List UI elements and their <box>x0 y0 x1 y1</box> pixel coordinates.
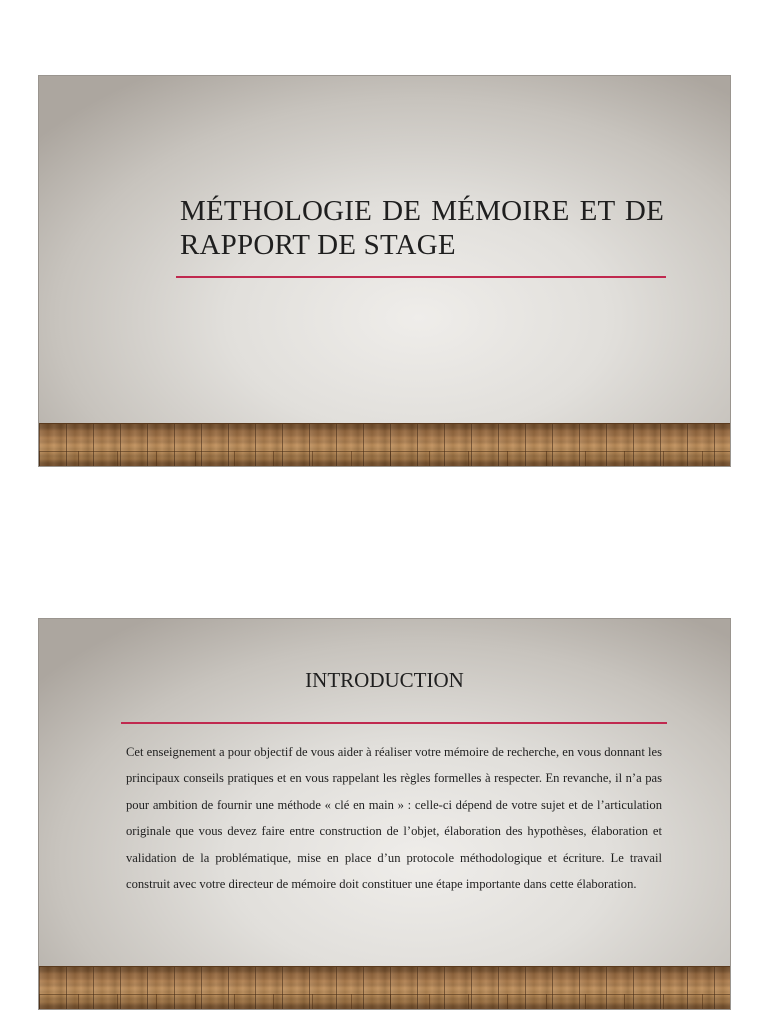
slide-body-text: Cet enseignement a pour objectif de vous aider à réaliser votre mémoire de recherche, en vous donnant les principaux conseils pratiques et en vous rappelant les règles formelles à respecter. En revanche, il n’a pas pour ambition de fournir une méthode « clé en main » : celle-ci dépend de votre sujet et de l’articulation originale que vous devez faire entre construction de l’objet, élaboration des hypothèses, élaboration et validation de la problématique, mise en place d’un protocole méthodologique et écriture. Le travail construit avec votre directeur de mémoire doit constituer une étape importante dans cette élaboration. <box>126 745 662 892</box>
introduction-slide <box>38 618 731 1010</box>
slide-title: MÉTHOLOGIE DE MÉMOIRE ET DE RAPPORT DE STAGE <box>180 195 664 261</box>
wood-floor-decoration <box>39 423 730 466</box>
wood-floor-decoration <box>39 966 730 1009</box>
title-underline <box>121 722 667 724</box>
title-slide <box>38 75 731 467</box>
title-underline <box>176 276 666 278</box>
slide-title: INTRODUCTION <box>305 668 464 692</box>
